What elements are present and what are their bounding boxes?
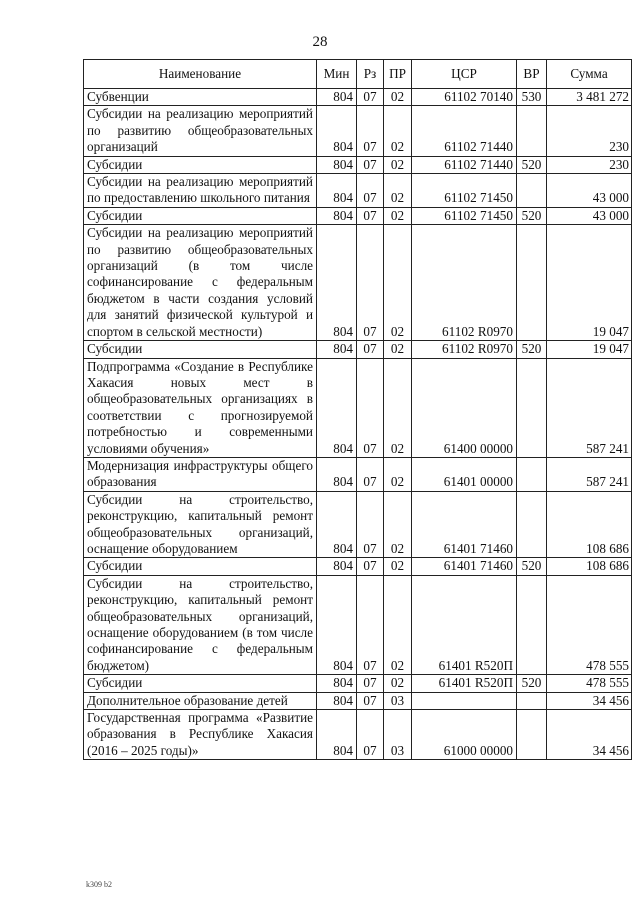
cell-section: 07 <box>357 491 384 558</box>
cell-name: Субсидии на строительство, реконструкцию, капитальный ремонт общеобразовательных организаций, оснащение оборудованием <box>84 491 317 558</box>
cell-name: Субсидии на строительство, реконструкцию, капитальный ремонт общеобразовательных организаций, оснащение оборудованием (в том числе софинансирование с федеральным бюджетом) <box>84 575 317 674</box>
cell-amount: 34 456 <box>547 710 632 760</box>
cell-section: 07 <box>357 457 384 491</box>
table-row <box>84 358 632 457</box>
cell-subsection: 02 <box>384 358 412 457</box>
cell-subsection: 02 <box>384 457 412 491</box>
column-header-subsection: ПР <box>384 60 412 89</box>
cell-ministry: 804 <box>317 358 357 457</box>
cell-name: Государственная программа «Развитие образования в Республике Хакасия (2016 – 2025 годы)» <box>84 710 317 760</box>
cell-ministry: 804 <box>317 207 357 224</box>
cell-section: 07 <box>357 106 384 156</box>
table-row <box>84 558 632 575</box>
cell-subsection: 02 <box>384 106 412 156</box>
cell-name: Субсидии на реализацию мероприятий по развитию общеобразовательных организаций <box>84 106 317 156</box>
table-header-row <box>84 60 632 89</box>
cell-ministry: 804 <box>317 225 357 341</box>
column-header-ministry: Мин <box>317 60 357 89</box>
cell-subsection: 03 <box>384 710 412 760</box>
cell-subsection: 02 <box>384 558 412 575</box>
cell-ministry: 804 <box>317 692 357 709</box>
budget-table <box>83 59 632 760</box>
cell-subsection: 02 <box>384 207 412 224</box>
column-header-section: Рз <box>357 60 384 89</box>
cell-amount: 230 <box>547 156 632 173</box>
cell-name: Субсидии <box>84 558 317 575</box>
cell-subsection: 03 <box>384 692 412 709</box>
cell-amount: 587 241 <box>547 457 632 491</box>
column-header-name: Наименование <box>84 60 317 89</box>
cell-expense-type: 520 <box>517 207 547 224</box>
column-header-expense-type: ВР <box>517 60 547 89</box>
cell-ministry: 804 <box>317 89 357 106</box>
cell-ministry: 804 <box>317 491 357 558</box>
cell-section: 07 <box>357 710 384 760</box>
table-row <box>84 675 632 692</box>
table-row <box>84 225 632 341</box>
table-row <box>84 207 632 224</box>
cell-target-article: 61401 71460 <box>412 558 517 575</box>
footer-code: k309 b2 <box>86 880 112 889</box>
cell-target-article: 61102 70140 <box>412 89 517 106</box>
cell-amount: 43 000 <box>547 174 632 208</box>
table-row <box>84 710 632 760</box>
cell-expense-type <box>517 358 547 457</box>
cell-expense-type: 520 <box>517 558 547 575</box>
cell-amount: 478 555 <box>547 575 632 674</box>
cell-ministry: 804 <box>317 675 357 692</box>
cell-amount: 3 481 272 <box>547 89 632 106</box>
cell-expense-type <box>517 225 547 341</box>
table-body <box>84 89 632 760</box>
table-row <box>84 106 632 156</box>
cell-section: 07 <box>357 341 384 358</box>
cell-ministry: 804 <box>317 558 357 575</box>
table-row <box>84 692 632 709</box>
cell-expense-type <box>517 710 547 760</box>
cell-target-article: 61401 71460 <box>412 491 517 558</box>
table-row <box>84 156 632 173</box>
cell-target-article: 61102 71440 <box>412 106 517 156</box>
cell-expense-type <box>517 174 547 208</box>
cell-name: Субсидии <box>84 156 317 173</box>
cell-subsection: 02 <box>384 174 412 208</box>
cell-name: Субсидии <box>84 207 317 224</box>
cell-name: Дополнительное образование детей <box>84 692 317 709</box>
cell-section: 07 <box>357 156 384 173</box>
cell-subsection: 02 <box>384 491 412 558</box>
cell-ministry: 804 <box>317 710 357 760</box>
cell-subsection: 02 <box>384 675 412 692</box>
cell-target-article: 61102 71450 <box>412 174 517 208</box>
column-header-amount: Сумма <box>547 60 632 89</box>
cell-expense-type: 520 <box>517 341 547 358</box>
cell-name: Субвенции <box>84 89 317 106</box>
cell-amount: 108 686 <box>547 558 632 575</box>
cell-name: Субсидии <box>84 341 317 358</box>
cell-amount: 19 047 <box>547 225 632 341</box>
cell-target-article: 61400 00000 <box>412 358 517 457</box>
cell-expense-type: 530 <box>517 89 547 106</box>
cell-expense-type: 520 <box>517 675 547 692</box>
cell-section: 07 <box>357 675 384 692</box>
cell-name: Подпрограмма «Создание в Республике Хакасия новых мест в общеобразовательных организациях в соответствии с прогнозируемой потребностью и современными условиями обучения» <box>84 358 317 457</box>
cell-target-article: 61102 71440 <box>412 156 517 173</box>
cell-amount: 34 456 <box>547 692 632 709</box>
cell-expense-type: 520 <box>517 156 547 173</box>
table-row <box>84 89 632 106</box>
cell-name: Субсидии <box>84 675 317 692</box>
cell-expense-type <box>517 457 547 491</box>
cell-target-article: 61401 R520П <box>412 675 517 692</box>
cell-section: 07 <box>357 174 384 208</box>
cell-name: Модернизация инфраструктуры общего образования <box>84 457 317 491</box>
table-row <box>84 491 632 558</box>
column-header-target-article: ЦСР <box>412 60 517 89</box>
cell-target-article: 61102 R0970 <box>412 341 517 358</box>
cell-amount: 478 555 <box>547 675 632 692</box>
cell-amount: 108 686 <box>547 491 632 558</box>
cell-amount: 587 241 <box>547 358 632 457</box>
cell-target-article: 61102 71450 <box>412 207 517 224</box>
table-row <box>84 575 632 674</box>
cell-target-article: 61401 R520П <box>412 575 517 674</box>
page-number: 28 <box>312 34 328 50</box>
cell-expense-type <box>517 692 547 709</box>
cell-ministry: 804 <box>317 457 357 491</box>
cell-amount: 230 <box>547 106 632 156</box>
cell-subsection: 02 <box>384 575 412 674</box>
cell-section: 07 <box>357 225 384 341</box>
cell-name: Субсидии на реализацию мероприятий по развитию общеобразовательных организаций (в том числе софинансирование с федеральным бюджетом в части создания условий для занятий физической культурой и спортом в сельской местности) <box>84 225 317 341</box>
cell-subsection: 02 <box>384 156 412 173</box>
table-row <box>84 341 632 358</box>
cell-section: 07 <box>357 558 384 575</box>
cell-section: 07 <box>357 358 384 457</box>
cell-target-article: 61401 00000 <box>412 457 517 491</box>
cell-ministry: 804 <box>317 575 357 674</box>
cell-subsection: 02 <box>384 89 412 106</box>
table-row <box>84 174 632 208</box>
cell-target-article: 61102 R0970 <box>412 225 517 341</box>
cell-amount: 43 000 <box>547 207 632 224</box>
cell-expense-type <box>517 106 547 156</box>
cell-section: 07 <box>357 575 384 674</box>
cell-section: 07 <box>357 89 384 106</box>
cell-amount: 19 047 <box>547 341 632 358</box>
cell-target-article: 61000 00000 <box>412 710 517 760</box>
table-row <box>84 457 632 491</box>
cell-expense-type <box>517 491 547 558</box>
cell-name: Субсидии на реализацию мероприятий по предоставлению школьного питания <box>84 174 317 208</box>
cell-ministry: 804 <box>317 106 357 156</box>
cell-section: 07 <box>357 207 384 224</box>
cell-ministry: 804 <box>317 156 357 173</box>
cell-subsection: 02 <box>384 225 412 341</box>
cell-expense-type <box>517 575 547 674</box>
cell-ministry: 804 <box>317 174 357 208</box>
cell-section: 07 <box>357 692 384 709</box>
cell-subsection: 02 <box>384 341 412 358</box>
cell-ministry: 804 <box>317 341 357 358</box>
cell-target-article <box>412 692 517 709</box>
